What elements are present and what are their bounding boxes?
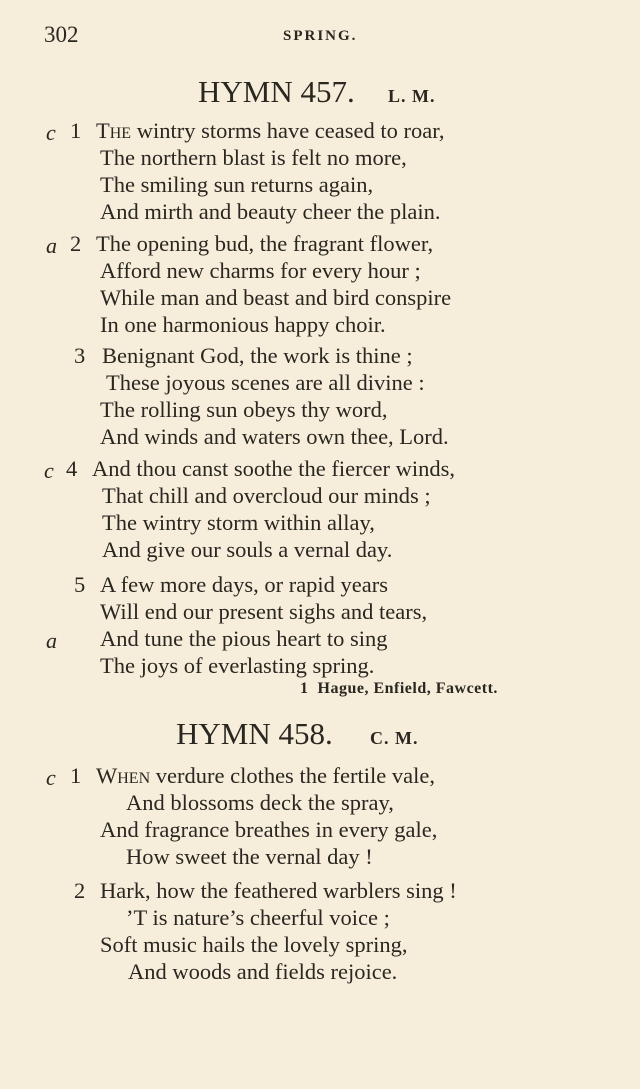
- author-credit: [300, 680, 498, 698]
- hymn-line: And mirth and beauty cheer the plain.: [100, 199, 441, 224]
- stanza-mark: c: [44, 458, 54, 483]
- hymn-line: In one harmonious happy choir.: [100, 312, 386, 337]
- hymn-line: Will end our present sighs and tears,: [100, 599, 428, 624]
- stanza-number: 1: [70, 763, 82, 788]
- stanza-mark: c: [46, 120, 56, 145]
- hymn-line: The northern blast is felt no more,: [100, 145, 407, 170]
- hymn-line: And fragrance breathes in every gale,: [100, 817, 438, 842]
- hymn-line: The joys of everlasting spring.: [100, 653, 375, 678]
- hymn-457-title: HYMN 457.: [198, 74, 355, 109]
- stanza-number: 2: [70, 231, 82, 256]
- initial-word: The: [96, 118, 132, 143]
- hymn-line: And woods and fields rejoice.: [128, 959, 398, 984]
- hymn-line: These joyous scenes are all divine :: [106, 370, 425, 395]
- stanza-number: 3: [74, 343, 86, 368]
- stanza-mark: c: [46, 765, 56, 790]
- hymn-457-meter: L. M.: [388, 86, 436, 106]
- hymn-line: How sweet the vernal day !: [126, 844, 373, 869]
- stanza-number: 1: [70, 118, 82, 143]
- hymn-line: Afford new charms for every hour ;: [100, 258, 421, 283]
- hymn-line: And tune the pious heart to sing: [100, 626, 388, 651]
- hymn-line: The wintry storm within allay,: [102, 510, 375, 535]
- hymn-line: [96, 118, 444, 144]
- author-ref: 1: [300, 680, 309, 697]
- hymn-line: And give our souls a vernal day.: [102, 537, 393, 562]
- hymn-458-title: HYMN 458.: [176, 716, 333, 751]
- hymn-line: Hark, how the feathered warblers sing !: [100, 878, 457, 903]
- hymn-line: A few more days, or rapid years: [100, 572, 389, 597]
- line-mark: a: [46, 628, 57, 653]
- hymn-line: While man and beast and bird conspire: [100, 285, 452, 310]
- stanza-number: 2: [74, 878, 86, 903]
- hymn-line: The smiling sun returns again,: [100, 172, 374, 197]
- hymn-458-meter: C. M.: [370, 728, 419, 748]
- hymn-line: Soft music hails the lovely spring,: [100, 932, 408, 957]
- hymn-line: And thou canst soothe the fiercer winds,: [92, 456, 456, 481]
- hymn-line: The opening bud, the fragrant flower,: [96, 231, 434, 256]
- initial-word: When: [96, 763, 151, 788]
- page-number: 302: [44, 22, 79, 47]
- hymn-line: [96, 763, 435, 789]
- hymn-line: That chill and overcloud our minds ;: [102, 483, 431, 508]
- line-rest: wintry storms have ceased to roar,: [131, 118, 445, 143]
- stanza-number: 5: [74, 572, 86, 597]
- hymn-line: Benignant God, the work is thine ;: [102, 343, 413, 368]
- author-names: Hague, Enfield, Fawcett.: [317, 680, 498, 697]
- running-title: SPRING.: [283, 28, 358, 44]
- stanza-number: 4: [66, 456, 78, 481]
- stanza-mark: a: [46, 233, 57, 258]
- line-rest: verdure clothes the fertile vale,: [150, 763, 435, 788]
- hymn-line: ’T is nature’s cheerful voice ;: [126, 905, 390, 930]
- hymn-line: The rolling sun obeys thy word,: [100, 397, 388, 422]
- hymn-line: And blossoms deck the spray,: [126, 790, 394, 815]
- hymn-line: And winds and waters own thee, Lord.: [100, 424, 449, 449]
